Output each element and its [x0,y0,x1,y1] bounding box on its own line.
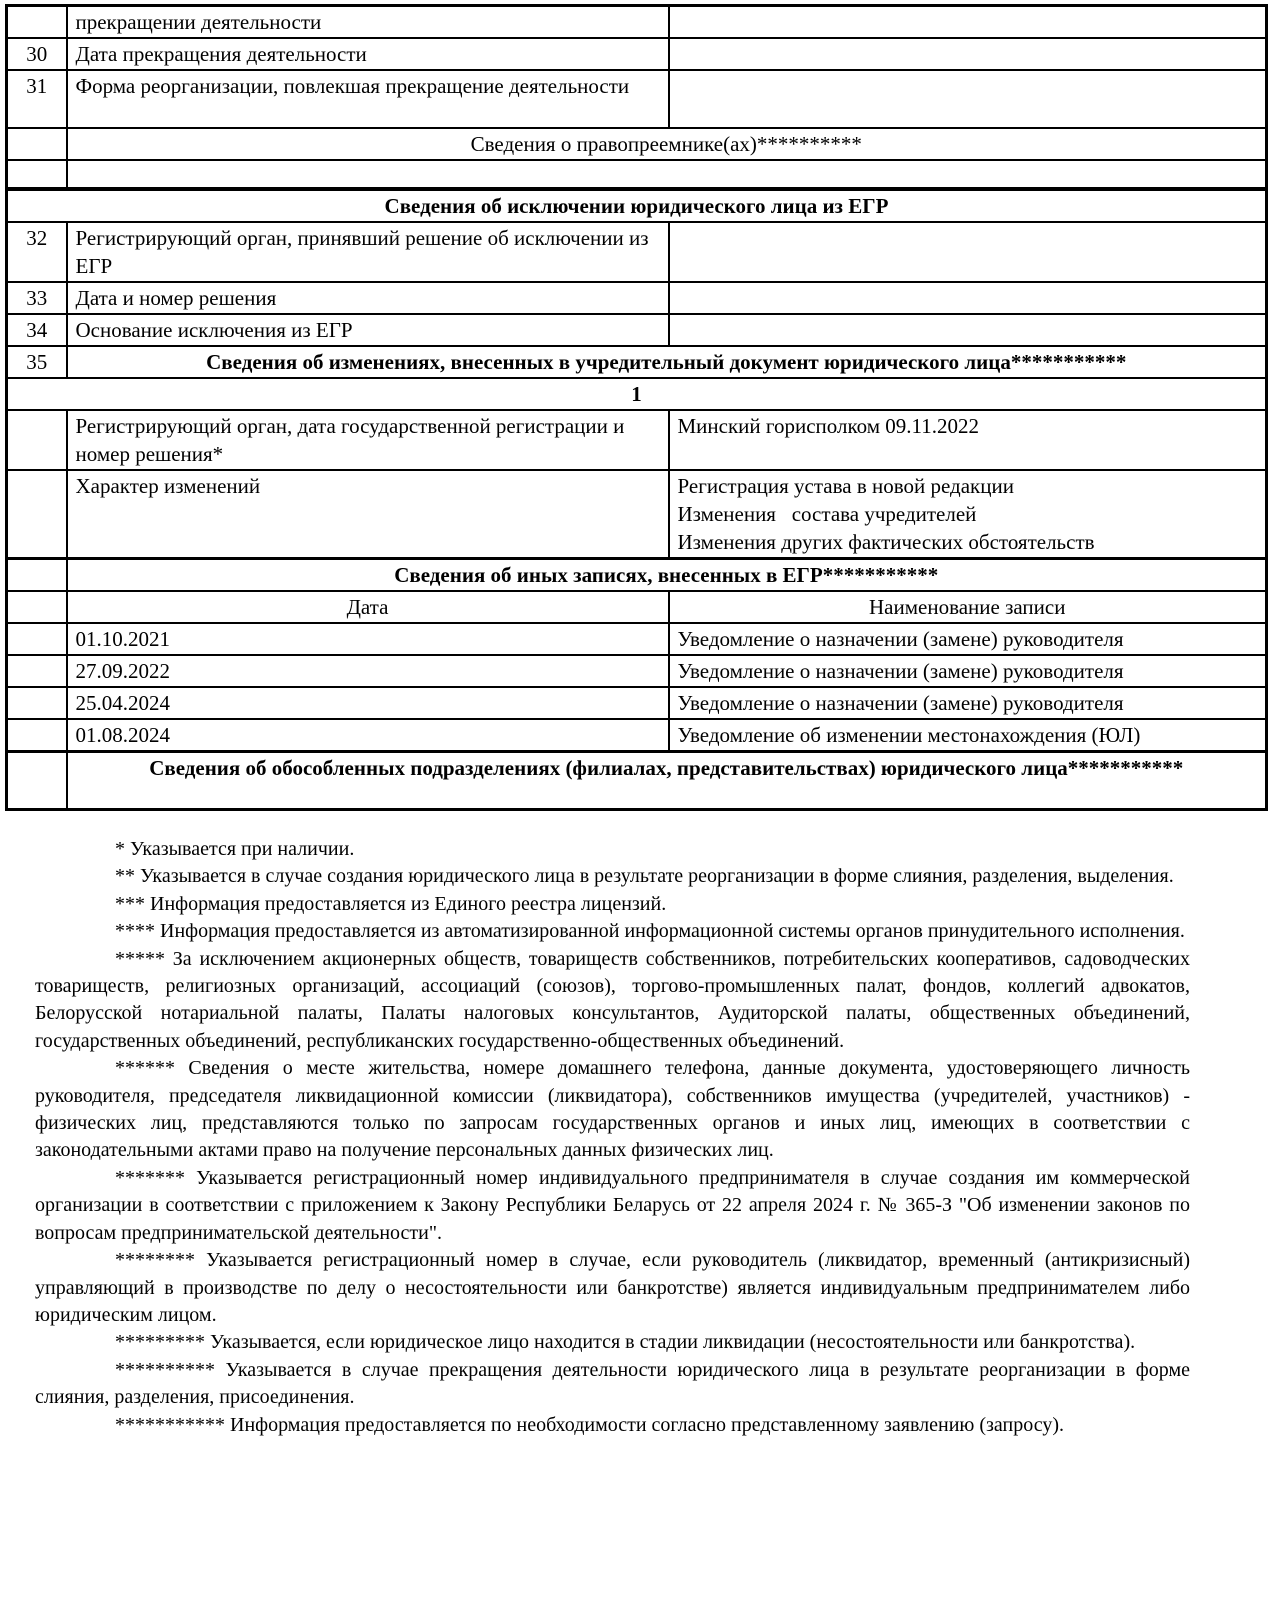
row-value [669,282,1267,314]
table-row [7,282,1267,314]
footnote: * Указывается при наличии. [115,838,355,860]
row-number: 30 [7,38,67,70]
row-number [7,687,67,719]
change-nature-line: Изменения состава учредителей [677,502,977,526]
row-value [669,470,1267,559]
footnote: ****** Сведения о месте жительства, номере домашнего телефона, данные документа, удостоверяющего личность руководителя, председателя ликвидационной комиссии (ликвидатора), собственников имущества (учредителей, участников) - физических лиц, представляются только по запросам государственных органов и иных лиц, имеющих в соответствии с законодательными актами право на получение персональных данных физических лиц. [35,1057,1190,1162]
footnote: **** Информация предоставляется из автоматизированной информационной системы органов принудительного исполнения. [115,920,1185,943]
footnote: ********** Указывается в случае прекращения деятельности юридического лица в результате реорганизации в форме слияния, разделения, присоединения. [35,1358,1190,1409]
record-date: 25.04.2024 [67,687,669,719]
row-number [7,623,67,655]
amendments-header-row [7,346,1267,378]
row-label: Регистрирующий орган, дата государственной регистрации и номер решения* [67,410,669,470]
row-value: Минский горисполком 09.11.2022 [669,410,1267,470]
row-value [669,38,1267,70]
records-date-column-header: Дата [67,591,669,623]
change-nature-line: Изменения других фактических обстоятельств [677,530,1095,554]
registry-extract-table [5,4,1268,811]
table-row [7,314,1267,346]
change-nature-line: Регистрация устава в новой редакции [677,474,1014,498]
record-row [7,687,1267,719]
table-row [7,70,1267,128]
row-number [7,128,67,160]
record-date: 27.09.2022 [67,655,669,687]
table-row [7,38,1267,70]
footnote: ** Указывается в случае создания юридического лица в результате реорганизации в форме слияния, разделения, выделения. [115,865,1174,888]
row-value [669,6,1267,39]
footnotes-section [35,836,1190,1439]
row-value [669,222,1267,282]
record-name: Уведомление о назначении (замене) руководителя [669,623,1267,655]
change-index-row [7,378,1267,410]
footnote: ******** Указывается регистрационный номер в случае, если руководитель (ликвидатор, временный (антикризисный) управляющий в производстве по делу о несостоятельности или банкротстве) является индивидуальным предпринимателем либо юридическим лицом. [35,1249,1190,1326]
row-number [7,160,67,189]
exclusion-header-row [7,189,1267,222]
exclusion-header: Сведения об исключении юридического лица из ЕГР [7,189,1267,222]
row-label: Дата прекращения деятельности [67,38,669,70]
row-label: Характер изменений [67,470,669,559]
row-label: Дата и номер решения [67,282,669,314]
footnote: ******* Указывается регистрационный номер индивидуального предпринимателя в случае создания им коммерческой организации в соответствии с приложением к Закону Республики Беларусь от 22 апреля 2024 г. № 365-З "Об изменении законов по вопросам предпринимательской деятельности". [35,1166,1190,1244]
row-value [669,314,1267,346]
row-number [7,470,67,559]
row-number [7,719,67,752]
branches-header-row [7,752,1267,810]
row-number [7,559,67,592]
amendments-header: Сведения об изменениях, внесенных в учредительный документ юридического лица*********** [67,346,1267,378]
successor-header: Сведения о правопреемнике(ах)********** [67,128,1267,160]
row-number [7,591,67,623]
row-number: 32 [7,222,67,282]
row-number [7,655,67,687]
row-label: Форма реорганизации, повлекшая прекращение деятельности [67,70,669,128]
row-value [669,70,1267,128]
records-column-header-row [7,591,1267,623]
record-row [7,719,1267,752]
row-number: 33 [7,282,67,314]
record-name: Уведомление о назначении (замене) руководителя [669,687,1267,719]
row-label: прекращении деятельности [67,6,669,39]
footnote: *********** Информация предоставляется по необходимости согласно представленному заявлению (запросу). [115,1413,1065,1436]
record-name: Уведомление об изменении местонахождения (ЮЛ) [669,719,1267,752]
change-index: 1 [7,378,1267,410]
row-label: Основание исключения из ЕГР [67,314,669,346]
footnote: ***** За исключением акционерных обществ, товариществ собственников, потребительских кооперативов, садоводческих товариществ, религиозных организаций, ассоциаций (союзов), торгово-промышленных палат, фондов, коллегий адвокатов, Белорусской нотариальной палаты, Палаты налоговых консультантов, Аудиторской палаты, общественных объединений, государственных объединений, республиканских государственно-общественных объединений. [35,947,1190,1052]
record-row [7,655,1267,687]
empty-row [7,160,1267,189]
records-name-column-header: Наименование записи [669,591,1267,623]
record-date: 01.10.2021 [67,623,669,655]
row-number [7,6,67,39]
other-records-header: Сведения об иных записях, внесенных в ЕГР*********** [67,559,1267,592]
footnote: *** Информация предоставляется из Единого реестра лицензий. [115,892,667,915]
record-date: 01.08.2024 [67,719,669,752]
branches-header: Сведения об обособленных подразделениях (филиалах, представительствах) юридического лица*********** [67,752,1267,810]
record-name: Уведомление о назначении (замене) руководителя [669,655,1267,687]
row-number [7,410,67,470]
registering-authority-row [7,410,1267,470]
other-records-header-row [7,559,1267,592]
table-row [7,6,1267,39]
record-row [7,623,1267,655]
footnote: ********* Указывается, если юридическое лицо находится в стадии ликвидации (несостоятельности или банкротства). [115,1331,1136,1354]
row-label: Регистрирующий орган, принявший решение об исключении из ЕГР [67,222,669,282]
row-number: 34 [7,314,67,346]
successor-header-row [7,128,1267,160]
row-number [7,752,67,810]
table-row [7,222,1267,282]
row-number: 31 [7,70,67,128]
empty-cell [67,160,1267,189]
row-number: 35 [7,346,67,378]
change-nature-row [7,470,1267,559]
